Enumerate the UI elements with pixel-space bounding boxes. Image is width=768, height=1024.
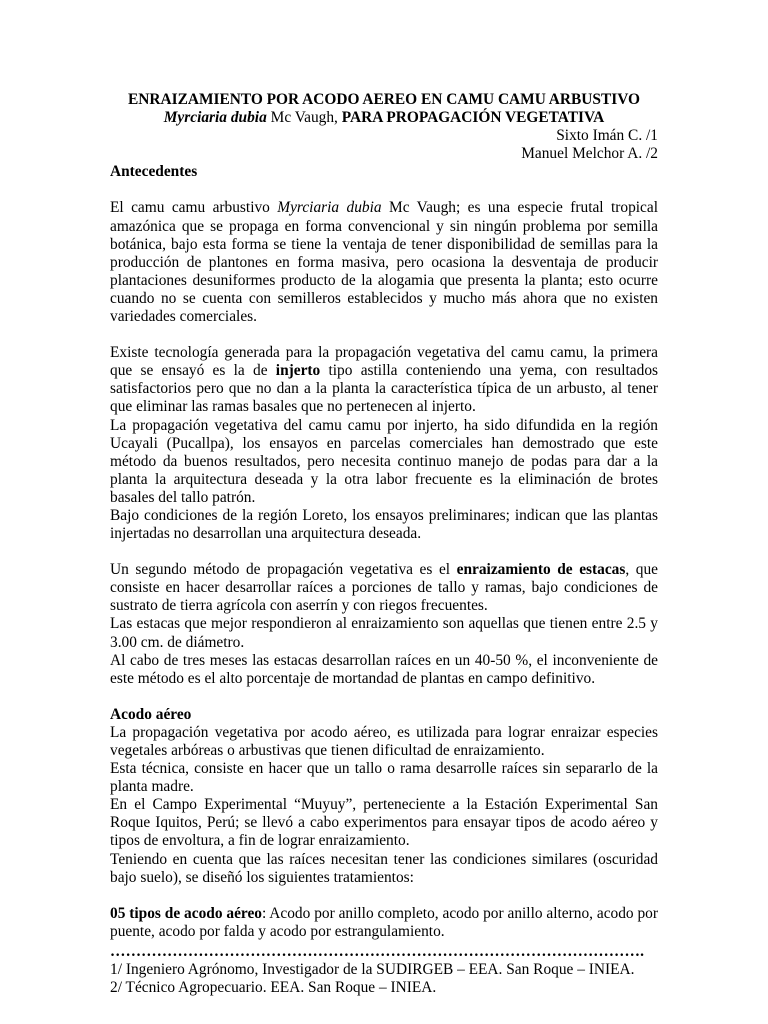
author-1: Sixto Imán C. /1 [556,127,658,145]
title-line-1: ENRAIZAMIENTO POR ACODO AEREO EN CAMU CAMU ARBUSTIVO [127,91,641,108]
text-run: Existe tecnología generada para la propagación vegetativa del camu camu, la primera que se ensayó es la de [110,344,658,380]
paragraph-injerto [110,344,658,416]
paragraph-tipos-acodo [110,905,658,941]
footnote-2: 2/ Técnico Agropecuario. EEA. San Roque – INIEA. [110,979,437,997]
term-injerto: injerto [275,362,321,380]
text-run: : Acodo por anillo completo, acodo por anillo alterno, acodo por puente, acodo por falda y acodo por estrangulamiento. [110,904,658,940]
footnote-1: 1/ Ingeniero Agrónomo, Investigador de la SUDIRGEB – EEA. San Roque – INIEA. [110,961,635,979]
paragraph-tratamientos: Teniendo en cuenta que las raíces necesitan tener las condiciones similares (oscuridad bajo suelo), se diseñó los siguientes tratamientos: [110,850,658,886]
title-line-2 [110,109,658,127]
text-run: Un segundo método de propagación vegetativa es el [110,561,457,579]
paragraph-acodo-definicion: La propagación vegetativa por acodo aéreo, es utilizada para lograr enraizar especies vegetales arbóreas o arbustivas que tienen dificultad de enraizamiento. [110,723,658,759]
text-run: El camu camu arbustivo [110,199,278,217]
text-run: tipo astilla conteniendo una yema, con resultados satisfactorios pero que no dan a la planta la característica típica de un arbusto, al tener que eliminar las ramas basales que no pertenecen al injerto. [110,362,659,416]
title-species: Myrciaria dubia [163,109,267,127]
heading-antecedentes: Antecedentes [110,163,198,181]
paragraph-estacas [110,561,658,615]
term-tipos-acodo: 05 tipos de acodo aéreo [110,904,262,922]
author-2: Manuel Melchor A. /2 [521,145,658,163]
paragraph-intro [110,199,658,326]
paragraph-muyuy: En el Campo Experimental “Muyuy”, perteneciente a la Estación Experimental San Roque Iquitos, Perú; se llevó a cabo experimentos para ensayar tipos de acodo aéreo y tipos de envoltura, a fin de lograr enraizamiento. [110,796,658,850]
footnote-separator: …………………………………………………………………………………………. [110,942,645,960]
document-body [110,91,658,997]
text-run: Mc Vaugh; es una especie frutal tropical amazónica que se propaga en forma convencional y sin ningún problema por semilla botánica, bajo esta forma se tiene la ventaja de tener disponibilidad de semillas para la producción de plantones en forma masiva, pero ocasiona la desventaja de producir plantaciones desuniformes producto de la alogamia que presenta la planta; esto ocurre cuando no se cuenta con semilleros establecidos y mucho más ahora que no existen variedades comerciales. [110,199,658,326]
term-enraizamiento-estacas: enraizamiento de estacas [456,561,626,579]
paragraph-ucayali: La propagación vegetativa del camu camu por injerto, ha sido difundida en la región Ucayali (Pucallpa), los ensayos en parcelas comerciales han demostrado que este método da buenos resultados, pero necesita continuo manejo de podas para dar a la planta la arquitectura deseada y la otra labor frecuente es la eliminación de brotes basales del tallo patrón. [110,416,658,506]
title-line-2-rest: PARA PROPAGACIÓN VEGETATIVA [341,109,605,127]
paragraph-loreto: Bajo condiciones de la región Loreto, los ensayos preliminares; indican que las plantas injertadas no desarrollan una arquitectura deseada. [110,506,658,543]
title-author-abbr: Mc Vaugh, [266,109,342,127]
paragraph-mortandad: Al cabo de tres meses las estacas desarrollan raíces en un 40-50 %, el inconveniente de este método es el alto porcentaje de mortandad de plantas en campo definitivo. [110,651,658,687]
text-run: , que consiste en hacer desarrollar raíces a porciones de tallo y ramas, bajo condiciones de sustrato de tierra agrícola con aserrín y con riegos frecuentes. [110,561,659,615]
species-name: Myrciaria dubia [277,199,382,217]
heading-acodo-aereo: Acodo aéreo [110,705,192,723]
paragraph-acodo-tecnica: Esta técnica, consiste en hacer que un tallo o rama desarrolle raíces sin separarlo de la planta madre. [110,760,658,796]
paragraph-diametro: Las estacas que mejor respondieron al enraizamiento son aquellas que tienen entre 2.5 y 3.00 cm. de diámetro. [110,615,658,651]
